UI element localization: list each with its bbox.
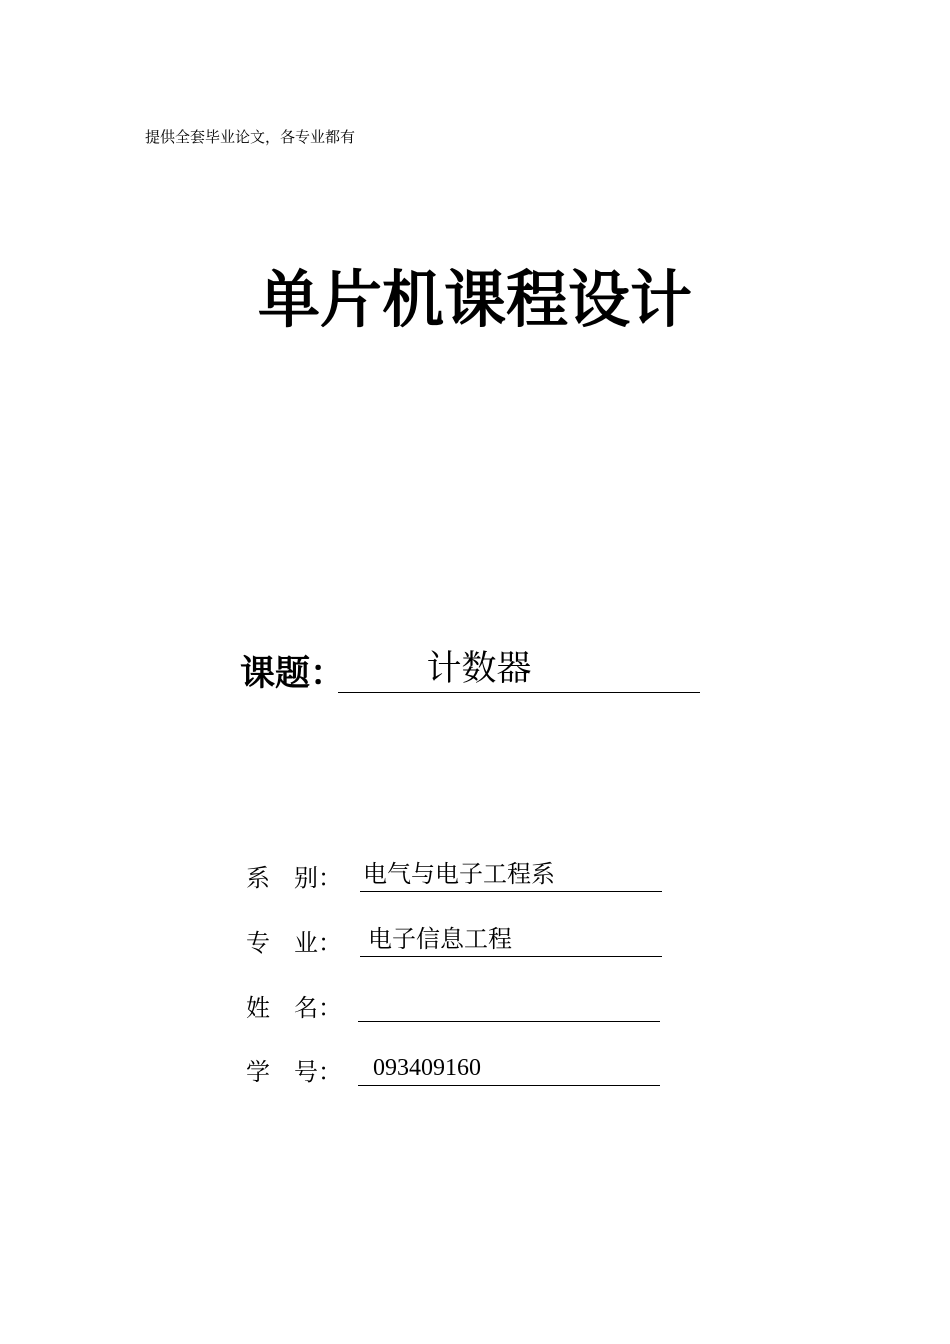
student-id-value: 093409160 <box>358 1052 660 1086</box>
topic-value: 计数器 <box>426 649 532 689</box>
student-id-label: 学 号： <box>246 1058 342 1086</box>
major-value: 电子信息工程 <box>360 923 662 957</box>
header-note: 提供全套毕业论文，各专业都有 <box>145 128 356 146</box>
department-value: 电气与电子工程系 <box>360 858 662 892</box>
main-title: 单片机课程设计 <box>257 263 692 336</box>
topic-value-field <box>338 646 700 693</box>
department-label: 系 别： <box>246 864 342 892</box>
topic-label: 课题： <box>240 654 346 694</box>
major-label: 专 业： <box>246 929 342 957</box>
name-value <box>358 988 660 1022</box>
name-label: 姓 名： <box>246 994 342 1022</box>
